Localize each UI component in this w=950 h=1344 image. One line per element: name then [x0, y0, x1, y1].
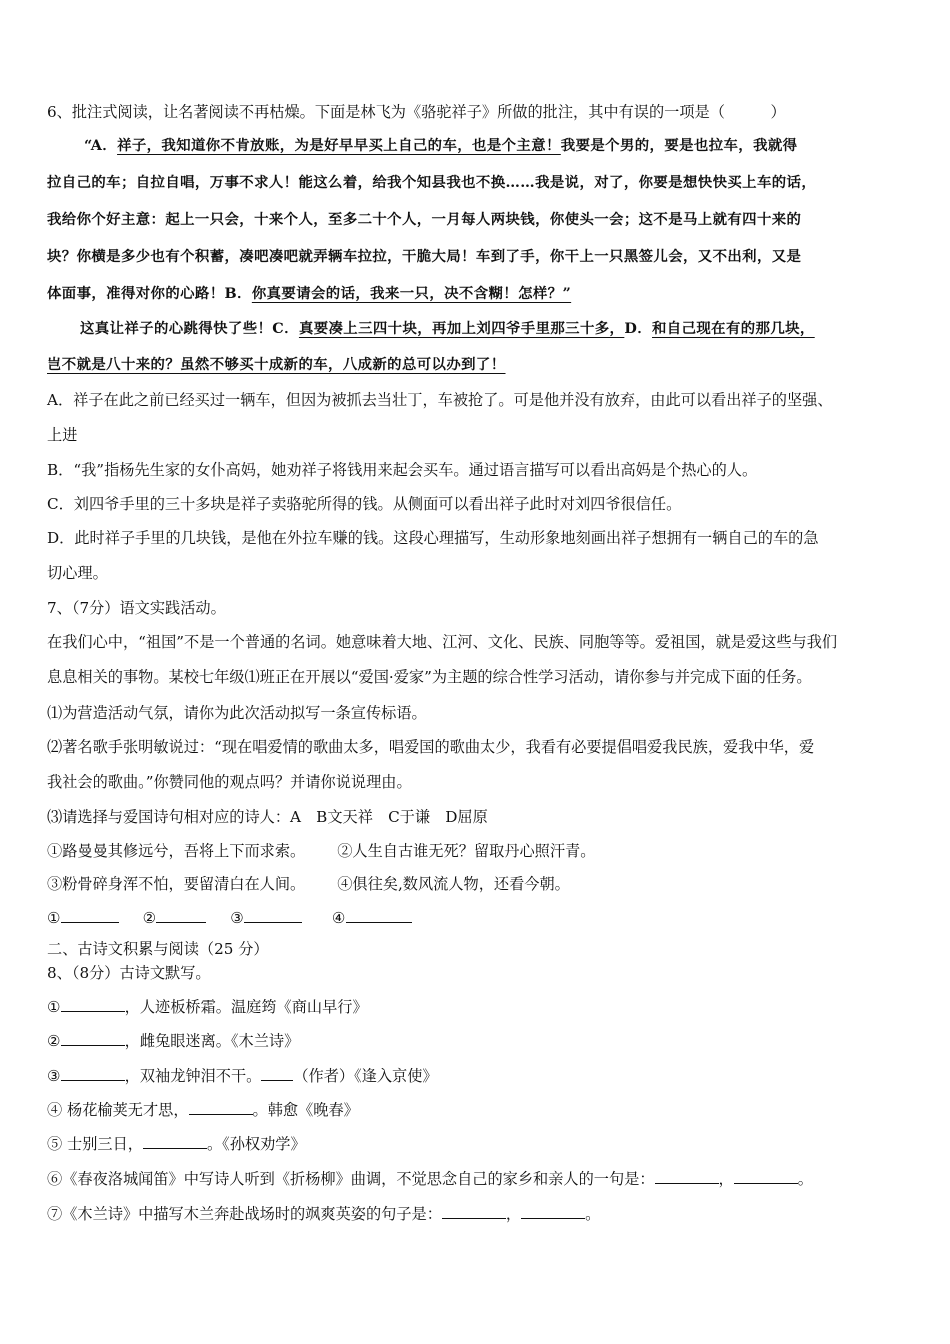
- item-number: ②: [47, 1032, 61, 1050]
- item-text: （作者）《逢入京使》: [293, 1067, 438, 1085]
- q8-item-1: [47, 996, 368, 1018]
- q8-item-4: [47, 1099, 359, 1121]
- q6-passage-line-5: [47, 283, 571, 305]
- q6-option-a-line-2: 上进: [47, 426, 78, 444]
- item-text: ，: [718, 1170, 734, 1188]
- q7-task-2-line-2: 我社会的歌曲。”你赞同他的观点吗？并请你说说理由。: [47, 773, 412, 791]
- q6-passage-line-4: 块？你横是多少也有个积蓄，凑吧凑吧就弄辆车拉拉，干脆大局！车到了手，你干上一只黑签儿会，又不出利，又是: [47, 248, 802, 265]
- answer-blank[interactable]: [244, 907, 302, 923]
- poem-line-1: ①路曼曼其修远兮，吾将上下而求索。: [47, 842, 306, 860]
- q6-option-d-line-2: 切心理。: [47, 564, 108, 582]
- q8-stem: 8、（8分）古诗文默写。: [47, 964, 211, 982]
- passage-label-a: “A．: [84, 137, 118, 154]
- q8-item-2: [47, 1030, 299, 1052]
- q6-passage-line-2: 拉自己的车；自拉自唱，万事不求人！能这么着，给我个知县我也不换……我是说，对了，你要是想快快买上车的话，: [47, 174, 817, 191]
- answer-blank[interactable]: [261, 1065, 293, 1081]
- poem-line-2: ②人生自古谁无死？留取丹心照汗青。: [337, 842, 596, 860]
- item-text: ⑤ 士别三日，: [47, 1135, 143, 1153]
- match-label-1: ①: [47, 909, 61, 927]
- q8-item-3: [47, 1065, 438, 1087]
- q7-poem-row-2: [47, 873, 570, 895]
- passage-text: 体面事，准得对你的心路！B．: [47, 285, 252, 302]
- q6-passage-line-6: [80, 318, 815, 340]
- item-text: ④ 杨花榆荚无才思，: [47, 1101, 189, 1119]
- answer-blank[interactable]: [346, 907, 412, 923]
- section-2-heading: 二、古诗文积累与阅读（25 分）: [47, 940, 269, 958]
- q6-option-a-line-1: A．祥子在此之前已经买过一辆车，但因为被抓去当壮丁，车被抢了。可是他并没有放弃，由此可以看出祥子的坚强、: [47, 391, 833, 409]
- answer-blank[interactable]: [61, 996, 125, 1012]
- answer-blank[interactable]: [189, 1099, 253, 1115]
- passage-underline-b: 你真要请会的话，我来一只，决不含糊！怎样？”: [251, 285, 572, 302]
- answer-blank[interactable]: [143, 1133, 207, 1149]
- q7-stem: 7、（7分）语文实践活动。: [47, 599, 226, 617]
- q8-item-6: [47, 1168, 813, 1190]
- q6-option-d-line-1: D．此时祥子手里的几块钱，是他在外拉车赚的钱。这段心理描写，生动形象地刻画出祥子想拥有一辆自己的车的急: [47, 529, 819, 547]
- match-label-2: ②: [142, 909, 157, 927]
- passage-underline-c: 真要凑上三四十块，再加上刘四爷手里那三十多，: [298, 320, 625, 337]
- item-number: ③: [47, 1067, 61, 1085]
- passage-text: 我要是个男的，要是也拉车，我就得: [560, 137, 798, 154]
- passage-underline-d: 和自己现在有的那几块，: [652, 320, 815, 337]
- q7-task-1: ⑴为营造活动气氛，请你为此次活动拟写一条宣传标语。: [47, 704, 427, 722]
- q6-option-c: C．刘四爷手里的三十多块是祥子卖骆驼所得的钱。从侧面可以看出祥子此时对刘四爷很信任。: [47, 495, 682, 513]
- answer-blank[interactable]: [61, 907, 119, 923]
- answer-blank[interactable]: [442, 1203, 506, 1219]
- q7-task-3: ⑶请选择与爱国诗句相对应的诗人：A B文天祥 C于谦 D屈原: [47, 808, 488, 826]
- match-label-3: ③: [230, 909, 244, 927]
- passage-underline-a: 祥子，我知道你不肯放账，为是好早早买上自己的车，也是个主意！: [117, 137, 561, 154]
- q7-poem-row-1: [47, 840, 595, 862]
- item-text: 。韩愈《晚春》: [252, 1101, 359, 1119]
- match-label-4: ④: [331, 909, 346, 927]
- q7-intro-line-2: 息息相关的事物。某校七年级⑴班正在开展以“爱国·爱家”为主题的综合性学习活动，请你参与并完成下面的任务。: [47, 668, 812, 686]
- q8-item-5: [47, 1133, 306, 1155]
- q8-item-7: [47, 1203, 600, 1225]
- item-text: ，雌兔眼迷离。《木兰诗》: [124, 1032, 300, 1050]
- answer-blank[interactable]: [156, 907, 206, 923]
- item-text: ⑦《木兰诗》中描写木兰奔赴战场时的飒爽英姿的句子是：: [47, 1205, 442, 1223]
- item-text: ，人迹板桥霜。温庭筠《商山早行》: [124, 998, 368, 1016]
- q6-passage-line-7: [47, 354, 506, 376]
- q7-match-blanks: [47, 907, 412, 929]
- item-text: ，双袖龙钟泪不干。: [124, 1067, 262, 1085]
- answer-blank[interactable]: [734, 1168, 798, 1184]
- item-text: 。《孙权劝学》: [206, 1135, 306, 1153]
- q7-task-2-line-1: ⑵著名歌手张明敏说过：“现在唱爱情的歌曲太多，唱爱国的歌曲太少，我看有必要提倡唱爱我民族，爱我中华，爱: [47, 738, 815, 756]
- q6-option-b: B．“我”指杨先生家的女仆高妈，她劝祥子将钱用来起会买车。通过语言描写可以看出高妈是个热心的人。: [47, 461, 758, 479]
- passage-text: 这真让祥子的心跳得快了些！C．: [80, 320, 299, 337]
- q6-stem: 6、批注式阅读，让名著阅读不再枯燥。下面是林飞为《骆驼祥子》所做的批注，其中有误的一项是（ ）: [47, 103, 786, 121]
- answer-blank[interactable]: [61, 1065, 125, 1081]
- item-text: ，: [505, 1205, 522, 1223]
- item-number: ①: [47, 998, 61, 1016]
- poem-line-4: ④俱往矣,数风流人物，还看今朝。: [337, 875, 570, 893]
- answer-blank[interactable]: [61, 1030, 125, 1046]
- passage-label-d: D．: [624, 320, 653, 337]
- passage-underline-d-cont: 岂不就是八十来的？虽然不够买十成新的车，八成新的总可以办到了！: [47, 356, 506, 373]
- answer-blank[interactable]: [655, 1168, 719, 1184]
- item-text: 。: [797, 1170, 813, 1188]
- q7-intro-line-1: 在我们心中，“祖国”不是一个普通的名词。她意味着大地、江河、文化、民族、同胞等等。爱祖国，就是爱这些与我们: [47, 633, 838, 651]
- poem-line-3: ③粉骨碎身浑不怕，要留清白在人间。: [47, 875, 306, 893]
- item-text: ⑥《春夜洛城闻笛》中写诗人听到《折杨柳》曲调，不觉思念自己的家乡和亲人的一句是：: [47, 1170, 655, 1188]
- q6-passage-line-3: 我给你个好主意：起上一只会，十来个人，至多二十个人，一月每人两块钱，你使头一会；这不是马上就有四十来的: [47, 211, 802, 228]
- item-text: 。: [585, 1205, 601, 1223]
- q6-passage-line-1: [84, 135, 797, 157]
- answer-blank[interactable]: [521, 1203, 585, 1219]
